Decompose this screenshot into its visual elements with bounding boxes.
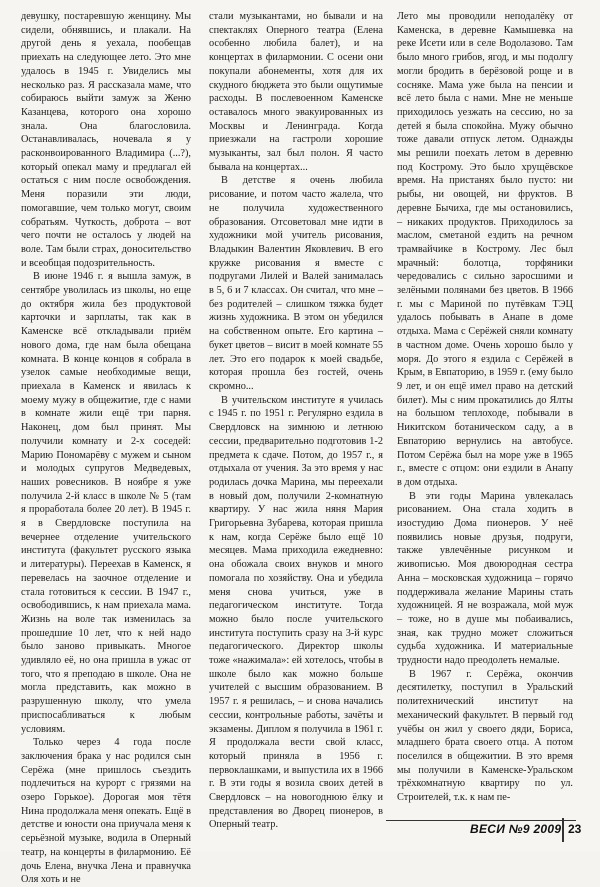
paragraph: стали музыкантами, но бывали и на спектаклях Оперного театра (Елена особенно любила балет), и на концертах в филармонии. С осени они покупали абонементы, хотя для их скудного бюджета это были ощутимые расходы. В послевоенном Каменске оставалось много эвакуированных из Москвы и Ленинграда. Когда приезжали на гастроли хорошие музыканты, зал был полон. Я часто бывала на концертах... xyxy=(209,11,383,173)
page-number-divider xyxy=(562,818,564,842)
page-number: 23 xyxy=(568,822,582,836)
paragraph: В учительском институте я училась с 1945 г. по 1951 г. Регулярно ездила в Свердловск на зимнюю и летнюю сессии, предварительно подготовив 1-2 предмета к сдаче. Потом, до 1957 г., я отдыхала от учения. За это время у нас родилась дочка Марина, мы переехали в новый дом, получили 2-комнатную квартиру. У нас жила няня Мария Григорьевна Зубарева, которая пришла к нам, когда Серёже было ещё 10 месяцев. Мама приходила ежедневно: она обожала своих внуков и много помогала по хозяйству. Она и убедила меня снова учиться, уже в педагогическом институте. Тогда можно было после учительского института поступить сразу на 3-й курс педагогического. Директор школы тоже «нажимала»: ей хотелось, чтобы в школе было как можно больше учителей с высшим образованием. В 1957 г. я решилась, – и снова начались сессии, контрольные работы, зачёты и экзамены. Диплом я получила в 1961 г. Я продолжала вести свой класс, который приняла в 1956 г. первоклашками, и выпустила их в 1966 г. В эти годы я возила своих детей в Свердловск – на новогоднюю ёлку и представления во Дворец пионеров, в Оперный театр. xyxy=(209,394,383,831)
paragraph: В эти годы Марина увлекалась рисованием. Она стала ходить в изостудию Дома пионеров. У неё появились новые друзья, подруги, также увлечённые рисунком и живописью. Моя двоюродная сестра Анна – московская художница – горячо поддерживала желание Марины стать художницей. Я не возражала, мой муж – тоже, но в душе мы побаивались, зная, как трудно может сложиться судьба художника. И материальные трудности надо преодолеть немалые. xyxy=(397,490,573,667)
text-column-3 xyxy=(397,10,573,804)
text-column-1 xyxy=(21,10,191,886)
paragraph: В 1967 г. Серёжа, окончив десятилетку, поступил в Уральский политехнический институт на механический факультет. В первый год учёбы он жил у своего дяди, Бориса, младшего брата своего отца. А потом поселился в общежитии. В это время мы получили в Каменске-Уральском трёхкомнатную квартиру по ул. Строителей, т.к. к нам пе- xyxy=(397,668,573,804)
text-column-2 xyxy=(209,10,383,831)
journal-title: ВЕСИ №9 2009 xyxy=(470,822,562,836)
paragraph: В июне 1946 г. я вышла замуж, в сентябре уволилась из школы, но еще до октября жила без продуктовой карточки и зарплаты, так как в Каменске всё откладывали приём нового дома, где нам была обещана комната. В конце концов я собрала в узелок самые необходимые вещи, приехала в Каменск и явилась к моему мужу в общежитие, где с нами в комнате жили ещё три парня. Наконец, дом был принят. Мы получили комнату и 2-х соседей: Марию Пономарёву с мужем и сыном и молодых супругов Медведевых, наших ровесников. В ноябре я уже получила 2-й класс в школе № 5 (там я проработала более 20 лет). В 1945 г. я в Свердловске поступила на вечернее отделение учительского института (факультет русского языка и литературы). Переехав в Каменск, я перевелась на заочное отделение и стала готовиться к сессии. В 1947 г., освободившись, к нам приехала мама. Жизнь на воле так изменилась за прошедшие 10 лет, что к ней надо было заново привыкать. Многое удивляло её, но она пришла в ужас от того, что я преподаю в школе. Она не могла представить, как можно в разрушенную школу, что умела приспосабливаться к любым условиям. xyxy=(21,271,191,735)
paragraph: Лето мы проводили неподалёку от Каменска, в деревне Камышевка на реке Исети или в селе Водолазово. Там было много грибов, ягод, и мы подолгу могли бродить в берёзовой роще и в сосняке. Мама уже была на пенсии и всё лето была с нами. Мне не меньше приходилось уезжать на сессию, но за детей я была спокойна. Мужу обычно тоже давали отпуск летом. Однажды мы решили поехать летом в деревню под Кострому. Это было хрущёвское время. На пристанях было пусто: ни рыбы, ни овощей, ни фруктов. В деревне Бычиха, где мы остановились, – никаких продуктов. Приходилось за маслом, сметаной ездить на речном трамвайчике в Кострому. Лес был мрачный: болотца, торфяники чередовались с сильно заросшими и зелёными полянами без цветов. В 1966 г. мы с Мариной по путёвкам ТЭЦ удалось побывать в Анапе в доме отдыха. Мама с Серёжей сняли комнату в частном доме. Очень хорошо было у моря. До этого я ездила с Серёжей в Крым, в Евпаторию, в 1959 г. (ему было 9 лет, и он ещё имел право на детский билет). Мы с ним прокатились до Ялты на большом теплоходе, побывали в Никитском ботаническом саду, а в Евпаторию вернулись на автобусе. Потом Серёжа был на море уже в 1965 г., вместе с отцом: они ездили в Анапу в дом отдыха. xyxy=(397,11,573,488)
paragraph: Только через 4 года после заключения брака у нас родился сын Серёжа (мне пришлось съездить подлечиться на курорт с грязями на озеро Горькое). Дорогая моя тётя Нина продолжала меня опекать. Ещё в детстве и юности она приучала меня к серьёзной музыке, водила в Оперный театр, на концерты в филармонию. Её дочь Елена, внучка Лена и правнучка Оля хоть и не xyxy=(21,737,191,886)
paragraph: В детстве я очень любила рисование, и потом часто жалела, что не получила художественного образования. Отсоветовал мне идти в художники мой учитель рисования, Владыкин Валентин Яковлевич. В его кружке рисования я вместе с подругами Лилей и Валей занималась в 5, 6 и 7 классах. Он считал, что мне – без родителей – слишком тяжка будет жизнь художника. В этом он убедился на собственном опыте. Его картина – букет цветов – висит в моей комнате 55 лет. Это его подарок к моей свадьбе, которая прошла без гостей, очень скромно... xyxy=(209,175,383,392)
paragraph: девушку, постаревшую женщину. Мы сидели, обнявшись, и плакали. На другой день я уехала, пообещав приехать на следующее лето. Это мне удалось в 1945 г. Увиделись мы несколько раз. Я рассказала маме, что собираюсь выйти замуж за Женю Казанцева, которого она хорошо знала. Она благословила. Останавливалась, ночевала я у расконвоированного Владимира (...?), который опекал маму и предлагал ей остаться с ним после освобождения. Меня поразили эти люди, помогавшие, чем только могут, своим собратьям. Чуткость, доброта – вот чего почти не осталось у людей на воле. Там были страх, доносительство и всеобщая подозрительность. xyxy=(21,11,191,269)
footer-divider xyxy=(386,820,576,821)
